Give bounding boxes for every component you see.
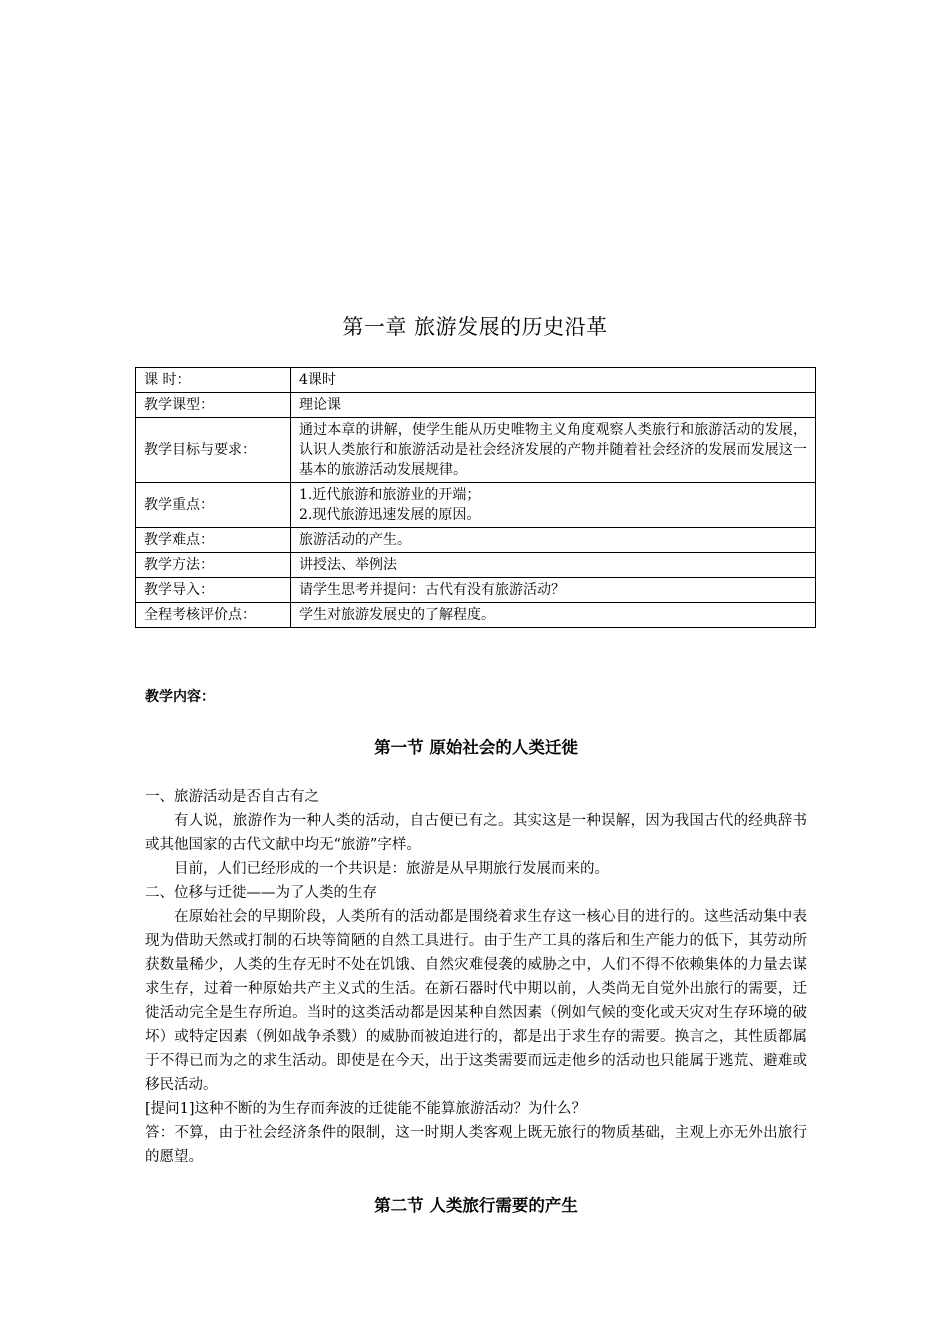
info-value bbox=[291, 528, 816, 553]
info-row bbox=[136, 393, 816, 418]
info-value-line: 4课时 bbox=[299, 372, 336, 388]
info-label: 全程考核评价点： bbox=[136, 603, 291, 628]
info-label: 教学目标与要求： bbox=[136, 418, 291, 483]
info-value-line: 请学生思考并提问：古代有没有旅游活动？ bbox=[299, 582, 565, 598]
section2-title: 第二节 人类旅行需要的产生 bbox=[374, 1196, 578, 1215]
info-value bbox=[291, 603, 816, 628]
info-value-line: 2.现代旅游迅速发展的原因。 bbox=[299, 507, 481, 523]
chapter-title: 第一章 旅游发展的历史沿革 bbox=[342, 315, 608, 339]
info-label: 教学课型： bbox=[136, 393, 291, 418]
info-row bbox=[136, 528, 816, 553]
section1-heading1: 一、旅游活动是否自古有之 bbox=[145, 789, 319, 805]
info-value bbox=[291, 553, 816, 578]
info-row bbox=[136, 368, 816, 393]
info-label: 教学导入： bbox=[136, 578, 291, 603]
question-1: [提问1]这种不断的为生存而奔波的迁徙能不能算旅游活动？为什么？ bbox=[145, 1101, 587, 1117]
section1-heading2: 二、位移与迁徙——为了人类的生存 bbox=[145, 885, 377, 901]
info-label: 教学方法： bbox=[136, 553, 291, 578]
info-value-line: 讲授法、举例法 bbox=[299, 557, 397, 573]
info-value-line: 旅游活动的产生。 bbox=[299, 532, 411, 548]
info-row bbox=[136, 483, 816, 528]
info-row bbox=[136, 418, 816, 483]
info-label: 教学重点： bbox=[136, 483, 291, 528]
section1-para3: 在原始社会的早期阶段，人类所有的活动都是围绕着求生存这一核心目的进行的。这些活动集中表现为借助天然或打制的石块等简陋的自然工具进行。由于生产工具的落后和生产能力的低下，其劳动所获数量稀少，人类的生存无时不处在饥饿、自然灾难侵袭的威胁之中，人们不得不依赖集体的力量去谋求生存，过着一种原始共产主义式的生活。在新石器时代中期以前，人类尚无自觉外出旅行的需要，迁徙活动完全是生存所迫。当时的这类活动都是因某种自然因素（例如气候的变化或天灾对生存环境的破坏）或特定因素（例如战争杀戮）的威胁而被迫进行的，都是出于求生存的需要。换言之，其性质都属于不得已而为之的求生活动。即使是在今天，出于这类需要而远走他乡的活动也只能属于逃荒、避难或移民活动。 bbox=[145, 909, 807, 1093]
info-value bbox=[291, 418, 816, 483]
content-label: 教学内容： bbox=[145, 689, 215, 705]
info-label: 教学难点： bbox=[136, 528, 291, 553]
info-row bbox=[136, 553, 816, 578]
info-value-line: 通过本章的讲解，使学生能从历史唯物主义角度观察人类旅行和旅游活动的发展，认识人类旅行和旅游活动是社会经济发展的产物并随着社会经济的发展而发展这一基本的旅游活动发展规律。 bbox=[299, 422, 807, 478]
info-row bbox=[136, 578, 816, 603]
info-value-line: 1.近代旅游和旅游业的开端； bbox=[299, 487, 481, 503]
section1-title: 第一节 原始社会的人类迁徙 bbox=[374, 738, 578, 757]
course-info-table bbox=[135, 367, 816, 628]
info-value bbox=[291, 393, 816, 418]
info-value bbox=[291, 578, 816, 603]
info-row bbox=[136, 603, 816, 628]
info-value-line: 学生对旅游发展史的了解程度。 bbox=[299, 607, 495, 623]
answer-1: 答：不算，由于社会经济条件的限制，这一时期人类客观上既无旅行的物质基础，主观上亦无外出旅行的愿望。 bbox=[145, 1125, 807, 1165]
section1-para1: 有人说，旅游作为一种人类的活动，自古便已有之。其实这是一种误解，因为我国古代的经典辞书或其他国家的古代文献中均无“旅游”字样。 bbox=[145, 813, 807, 853]
info-label: 课 时： bbox=[136, 368, 291, 393]
info-value-line: 理论课 bbox=[299, 397, 341, 413]
lesson-content bbox=[145, 735, 807, 1219]
info-value bbox=[291, 483, 816, 528]
section1-para2: 目前，人们已经形成的一个共识是：旅游是从早期旅行发展而来的。 bbox=[174, 861, 609, 877]
info-value bbox=[291, 368, 816, 393]
